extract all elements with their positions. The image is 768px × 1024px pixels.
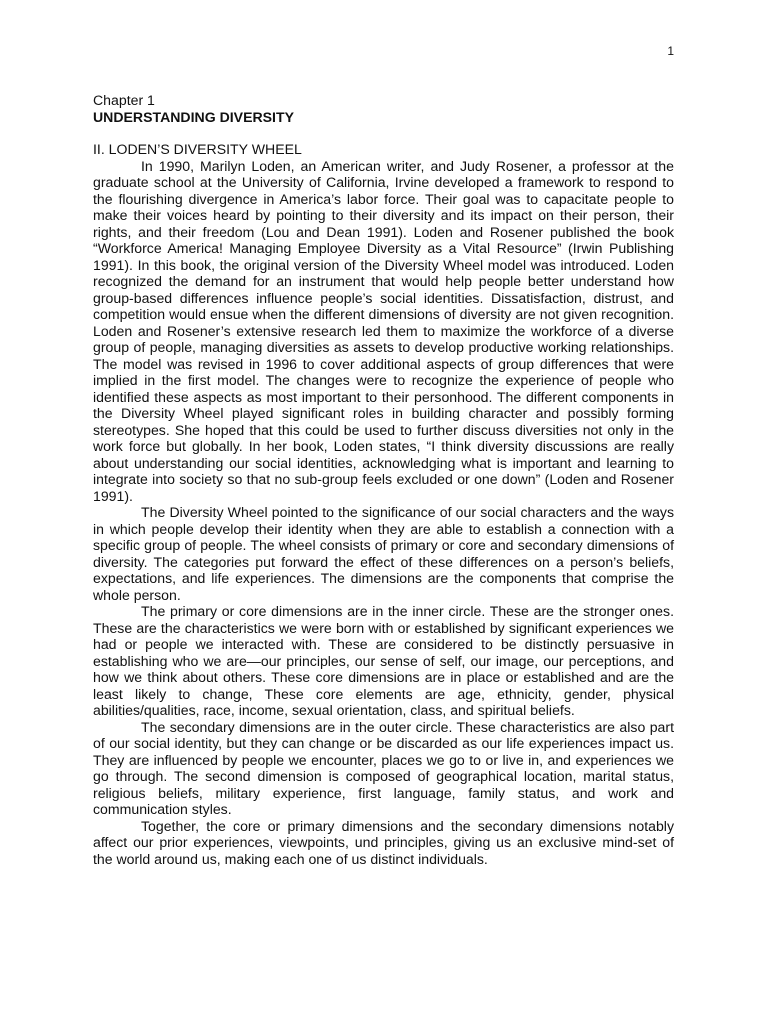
paragraph-wheel-overview: The Diversity Wheel pointed to the significance of our social characters and the ways in which people develop their identity when they are able to establish a connection with a specific group of people. The wheel consists of primary or core and secondary dimensions of diversity. The categories put forward the effect of these differences on a person’s beliefs, expectations, and life experiences. The dimensions are the components that comprise the whole person.: [93, 504, 674, 603]
section-heading: II. LODEN’S DIVERSITY WHEEL: [93, 141, 302, 157]
paragraph-conclusion: Together, the core or primary dimensions and the secondary dimensions notably affect our prior experiences, viewpoints, und principles, giving us an exclusive mind-set of the world around us, making each one of us distinct individuals.: [93, 817, 674, 867]
chapter-title: UNDERSTANDING DIVERSITY: [93, 108, 294, 125]
chapter-label: Chapter 1: [93, 92, 155, 108]
document-body: [93, 92, 674, 867]
paragraph-history: In 1990, Marilyn Loden, an American writer, and Judy Rosener, a professor at the graduate school at the University of California, Irvine developed a framework to respond to the flourishing divergence in America’s labor force. Their goal was to capacitate people to make their voices heard by pointing to their diversity and its impact on their person, their rights, and their freedom (Lou and Dean 1991). Loden and Rosener published the book “Workforce America! Managing Employee Diversity as a Vital Resource” (Irwin Publishing 1991). In this book, the original version of the Diversity Wheel model was introduced. Loden recognized the demand for an instrument that would help people better understand how group-based differences influence people’s social identities. Dissatisfaction, distrust, and competition would ensue when the different dimensions of diversity are not given recognition. Loden and Rosener’s extensive research led them to maximize the workforce of a diverse group of people, managing diversities as assets to develop productive working relationships. The model was revised in 1996 to cover additional aspects of group differences that were implied in the first model. The changes were to recognize the experience of people who identified these aspects as most important to their personhood. The different components in the Diversity Wheel played significant roles in building character and possibly forming stereotypes. She hoped that this could be used to further discuss diversities not only in the work force but globally. In her book, Loden states, “I think diversity discussions are really about understanding our social identities, acknowledging what is important and learning to integrate into society so that no sub-group feels excluded or one down” (Loden and Rosener 1991).: [93, 157, 674, 504]
paragraph-secondary-dimensions: The secondary dimensions are in the outer circle. These characteristics are also part of our social identity, but they can change or be discarded as our life experiences impact us. They are influenced by people we encounter, places we go to or live in, and experiences we go through. The second dimension is composed of geographical location, marital status, religious beliefs, military experience, first language, family status, and work and communication styles.: [93, 718, 674, 817]
page-number: 1: [667, 44, 674, 58]
paragraph-primary-dimensions: The primary or core dimensions are in the inner circle. These are the stronger ones. These are the characteristics we were born with or established by significant experiences we had or people we interacted with. These are considered to be distinctly persuasive in establishing who we are—our principles, our sense of self, our image, our perceptions, and how we think about others. These core dimensions are in place or established and are the least likely to change, These core elements are age, ethnicity, gender, physical abilities/qualities, race, income, sexual orientation, class, and spiritual beliefs.: [93, 603, 674, 718]
